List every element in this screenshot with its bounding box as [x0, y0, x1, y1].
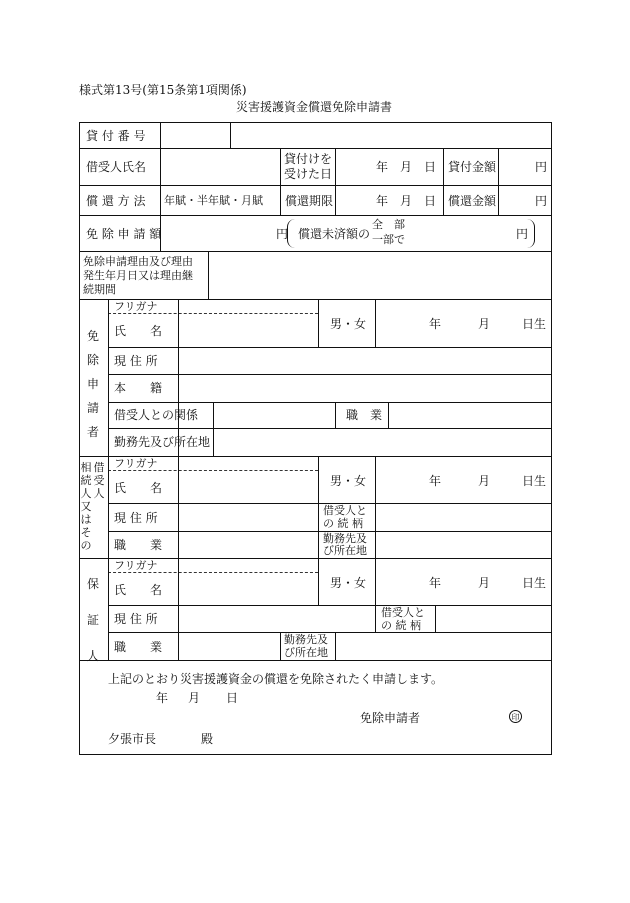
repayment-method-label: 償 還 方 法 — [86, 194, 146, 208]
loan-date-label-2: 受けた日 — [284, 167, 333, 181]
reason-line-3: 続期間 — [83, 283, 116, 296]
heir-name-label: 氏 名 — [114, 481, 163, 495]
guarantor-birth-year: 年 — [429, 576, 442, 590]
guarantor-section-label: 保 証 人 — [86, 577, 99, 663]
applicant-birth-year: 年 — [429, 317, 442, 331]
repaid-amount-label: 償還金額 — [448, 194, 497, 208]
guarantor-address-label: 現 住 所 — [114, 612, 158, 626]
repaid-amount-yen: 円 — [535, 194, 548, 208]
heir-occupation-label: 職 業 — [114, 538, 163, 552]
applicant-signature-label: 免除申請者 — [360, 711, 421, 725]
form-number: 様式第13号(第15条第1項関係) — [79, 83, 247, 97]
heir-birth-day: 日生 — [522, 474, 547, 488]
applicant-name-label: 氏 名 — [114, 324, 163, 338]
declaration-statement: 上記のとおり災害援護資金の償還を免除されたく申請します。 — [108, 672, 444, 686]
applicant-relation-label: 借受人との関係 — [114, 408, 199, 422]
loan-amount-yen: 円 — [535, 160, 548, 174]
guarantor-name-label: 氏 名 — [114, 583, 163, 597]
unpaid-yen: 円 — [516, 227, 529, 241]
heir-sex: 男・女 — [330, 474, 367, 488]
applicant-workplace-label: 勤務先及び所在地 — [114, 435, 211, 449]
unpaid-label: 償還未済額の — [298, 227, 371, 241]
guarantor-birth-month: 月 — [478, 576, 491, 590]
repayment-period-label: 償還期限 — [285, 194, 334, 208]
loan-amount-label: 貸付金額 — [448, 160, 497, 174]
heir-birth-month: 月 — [478, 474, 491, 488]
applicant-domicile-label: 本 籍 — [114, 381, 163, 395]
heir-section-label-col2: 相 続 人 又 は そ の — [80, 461, 92, 552]
guarantor-furigana-label: フリガナ — [114, 559, 158, 572]
honorific: 殿 — [201, 732, 214, 746]
guarantor-relation-label-1: 借受人と — [381, 606, 425, 619]
applicant-sex: 男・女 — [330, 317, 367, 331]
addressee: 夕張市長 — [108, 732, 157, 746]
guarantor-workplace-label-1: 勤務先及 — [284, 633, 328, 646]
applicant-furigana-label: フリガナ — [114, 300, 158, 313]
exemption-amount-yen: 円 — [276, 227, 289, 241]
applicant-address-label: 現 住 所 — [114, 354, 158, 368]
repayment-period-units: 年 月 日 — [376, 194, 437, 208]
applicant-section-label: 免 除 申 請 者 — [86, 329, 99, 439]
heir-furigana-label: フリガナ — [114, 457, 158, 470]
guarantor-sex: 男・女 — [330, 576, 367, 590]
borrower-name-label: 借受人氏名 — [86, 160, 147, 174]
loan-date-label-1: 貸付けを — [284, 152, 333, 166]
form-title: 災害援護資金償還免除申請書 — [236, 100, 393, 114]
heir-section-label-col1: 借 受 人 — [93, 461, 105, 500]
unpaid-all: 全 部 — [372, 218, 405, 231]
heir-workplace-label-2: び所在地 — [323, 544, 367, 557]
reason-line-2: 発生年月日又は理由継 — [83, 269, 193, 282]
seal-mark: 印 — [509, 710, 522, 723]
loan-number-label: 貸 付 番 号 — [86, 129, 146, 143]
guarantor-relation-label-2: の 続 柄 — [381, 619, 421, 632]
applicant-birth-day: 日生 — [522, 317, 547, 331]
unpaid-part: 一部で — [372, 233, 405, 246]
heir-relation-label-2: の 続 柄 — [323, 517, 363, 530]
applicant-birth-month: 月 — [478, 317, 491, 331]
exemption-amount-label: 免 除 申 請 額 — [86, 227, 162, 241]
guarantor-birth-day: 日生 — [522, 576, 547, 590]
repayment-method-options: 年賦・半年賦・月賦 — [164, 194, 263, 207]
declaration-year: 年 — [156, 691, 169, 705]
heir-workplace-label-1: 勤務先及 — [323, 532, 367, 545]
guarantor-workplace-label-2: び所在地 — [284, 646, 328, 659]
heir-address-label: 現 住 所 — [114, 511, 158, 525]
reason-line-1: 免除申請理由及び理由 — [83, 255, 193, 268]
heir-birth-year: 年 — [429, 474, 442, 488]
loan-date-units: 年 月 日 — [376, 160, 437, 174]
declaration-month: 月 — [188, 691, 201, 705]
heir-relation-label-1: 借受人と — [323, 504, 367, 517]
guarantor-occupation-label: 職 業 — [114, 640, 163, 654]
declaration-day: 日 — [226, 691, 239, 705]
applicant-occupation-label: 職 業 — [346, 408, 383, 422]
